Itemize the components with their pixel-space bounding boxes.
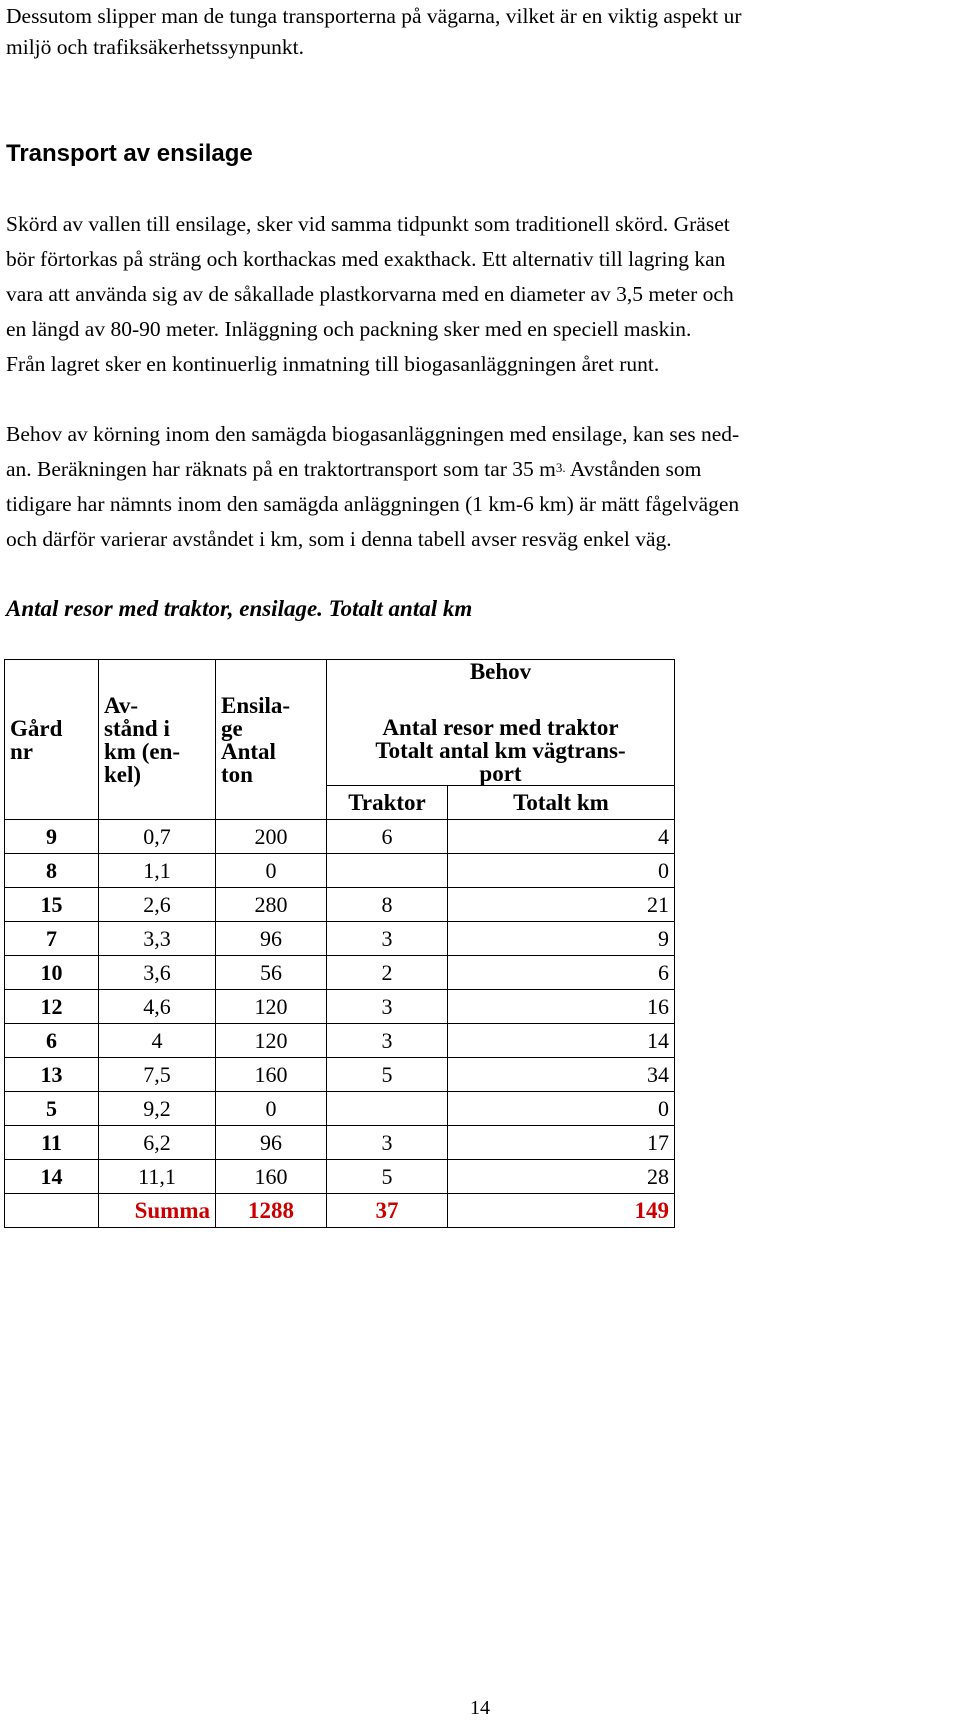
intro-line-2: miljö och trafiksäkerhetssynpunkt.	[6, 35, 304, 59]
table-row	[5, 1024, 675, 1058]
sum-row	[5, 1194, 675, 1228]
table-row	[5, 922, 675, 956]
paragraph-2-line-2	[6, 459, 701, 481]
cell-avstand: 4	[99, 1024, 216, 1058]
paragraph-2-line-3: tidigare har nämnts inom den samägda anläggningen (1 km-6 km) är mätt fågelvägen	[6, 492, 740, 516]
cell-avstand: 2,6	[99, 888, 216, 922]
intro-line-1: Dessutom slipper man de tunga transporterna på vägarna, vilket är en viktig aspekt ur	[6, 4, 742, 28]
header-avstand-line-4: kel)	[104, 761, 142, 787]
cell-gard: 13	[5, 1058, 99, 1092]
header-behov-line-4: port	[479, 761, 522, 786]
header-behov-line-2: Antal resor med traktor	[382, 715, 619, 740]
cell-avstand: 6,2	[99, 1126, 216, 1160]
cell-traktor	[327, 1092, 448, 1126]
table-row	[5, 956, 675, 990]
cell-ton: 200	[216, 820, 327, 854]
cubic-superscript: 3.	[555, 460, 566, 475]
table-row	[5, 854, 675, 888]
table-row	[5, 990, 675, 1024]
sum-ton: 1288	[216, 1194, 327, 1228]
paragraph-1-line-1: Skörd av vallen till ensilage, sker vid samma tidpunkt som traditionell skörd. Gräset	[6, 212, 730, 236]
sum-label: Summa	[99, 1194, 216, 1228]
cell-avstand: 3,3	[99, 922, 216, 956]
cell-gard: 8	[5, 854, 99, 888]
cell-km: 34	[448, 1058, 675, 1092]
header-gard-line-1: Gård	[10, 715, 63, 741]
cell-km: 9	[448, 922, 675, 956]
table-caption: Antal resor med traktor, ensilage. Totalt antal km	[6, 596, 473, 621]
table-row	[5, 820, 675, 854]
cell-ton: 56	[216, 956, 327, 990]
cell-traktor: 8	[327, 888, 448, 922]
cell-traktor: 5	[327, 1160, 448, 1194]
paragraph-1-line-2: bör förtorkas på sträng och korthackas med exakthack. Ett alternativ till lagring kan	[6, 247, 726, 271]
cell-traktor: 2	[327, 956, 448, 990]
header-behov-title: Behov	[469, 659, 532, 684]
cell-km: 14	[448, 1024, 675, 1058]
cell-gard: 12	[5, 990, 99, 1024]
header-ensilage-line-2: ge	[221, 715, 243, 741]
table-row	[5, 1092, 675, 1126]
cell-gard: 5	[5, 1092, 99, 1126]
cell-gard: 7	[5, 922, 99, 956]
cell-traktor	[327, 854, 448, 888]
cell-gard: 6	[5, 1024, 99, 1058]
cell-km: 21	[448, 888, 675, 922]
cell-ton: 0	[216, 854, 327, 888]
table-row	[5, 1160, 675, 1194]
cell-avstand: 0,7	[99, 820, 216, 854]
cell-avstand: 4,6	[99, 990, 216, 1024]
cell-ton: 120	[216, 1024, 327, 1058]
cell-km: 16	[448, 990, 675, 1024]
cell-traktor: 3	[327, 922, 448, 956]
paragraph-1-line-3: vara att använda sig av de såkallade plastkorvarna med en diameter av 3,5 meter och	[6, 282, 734, 306]
header-ensilage-line-4: ton	[221, 761, 253, 787]
header-totalt-km: Totalt km	[448, 786, 675, 820]
table-row	[5, 1058, 675, 1092]
cell-gard: 11	[5, 1126, 99, 1160]
cell-km: 17	[448, 1126, 675, 1160]
table-row	[5, 1126, 675, 1160]
paragraph-1-line-4: en längd av 80-90 meter. Inläggning och packning sker med en speciell maskin.	[6, 317, 692, 341]
header-behov-line-3: Totalt antal km vägtrans-	[375, 738, 626, 763]
cell-ton: 0	[216, 1092, 327, 1126]
section-heading: Transport av ensilage	[6, 140, 253, 167]
page-number: 14	[470, 1697, 490, 1719]
table-header-row	[5, 660, 675, 786]
sum-traktor: 37	[327, 1194, 448, 1228]
cell-km: 0	[448, 1092, 675, 1126]
cell-ton: 120	[216, 990, 327, 1024]
cell-km: 4	[448, 820, 675, 854]
paragraph-1-line-5: Från lagret sker en kontinuerlig inmatning till biogasanläggningen året runt.	[6, 352, 660, 376]
cell-gard: 10	[5, 956, 99, 990]
header-avstand-line-3: km (en-	[104, 738, 181, 764]
cell-gard: 9	[5, 820, 99, 854]
cell-ton: 96	[216, 1126, 327, 1160]
header-traktor: Traktor	[327, 786, 448, 820]
cell-km: 0	[448, 854, 675, 888]
cell-gard: 14	[5, 1160, 99, 1194]
cell-ton: 96	[216, 922, 327, 956]
header-ensilage	[216, 660, 327, 820]
header-ensilage-line-1: Ensila-	[221, 692, 291, 718]
cell-traktor: 6	[327, 820, 448, 854]
paragraph-2-line-4: och därför varierar avståndet i km, som i denna tabell avser resväg enkel väg.	[6, 527, 672, 551]
cell-traktor: 3	[327, 990, 448, 1024]
cell-km: 28	[448, 1160, 675, 1194]
header-avstand	[99, 660, 216, 820]
cell-ton: 280	[216, 888, 327, 922]
paragraph-2-line-2-text: an. Beräkningen har räknats på en traktortransport som tar 35 m	[6, 457, 556, 481]
sum-km: 149	[448, 1194, 675, 1228]
cell-avstand: 3,6	[99, 956, 216, 990]
header-ensilage-line-3: Antal	[221, 738, 276, 764]
cell-avstand: 7,5	[99, 1058, 216, 1092]
header-behov	[327, 660, 675, 786]
header-avstand-line-1: Av-	[104, 692, 139, 718]
paragraph-2-line-2-tail: Avstånden som	[565, 457, 702, 481]
cell-avstand: 1,1	[99, 854, 216, 888]
cell-traktor: 3	[327, 1024, 448, 1058]
cell-km: 6	[448, 956, 675, 990]
cell-gard: 15	[5, 888, 99, 922]
header-gard-line-2: nr	[10, 738, 33, 764]
transport-table	[4, 659, 675, 1228]
table-row	[5, 888, 675, 922]
cell-empty	[5, 1194, 99, 1228]
cell-avstand: 11,1	[99, 1160, 216, 1194]
header-avstand-line-2: stånd i	[104, 715, 170, 741]
cell-avstand: 9,2	[99, 1092, 216, 1126]
cell-traktor: 5	[327, 1058, 448, 1092]
cell-ton: 160	[216, 1058, 327, 1092]
header-gard-nr	[5, 660, 99, 820]
cell-traktor: 3	[327, 1126, 448, 1160]
paragraph-2-line-1: Behov av körning inom den samägda biogasanläggningen med ensilage, kan ses ned-	[6, 422, 740, 446]
cell-ton: 160	[216, 1160, 327, 1194]
